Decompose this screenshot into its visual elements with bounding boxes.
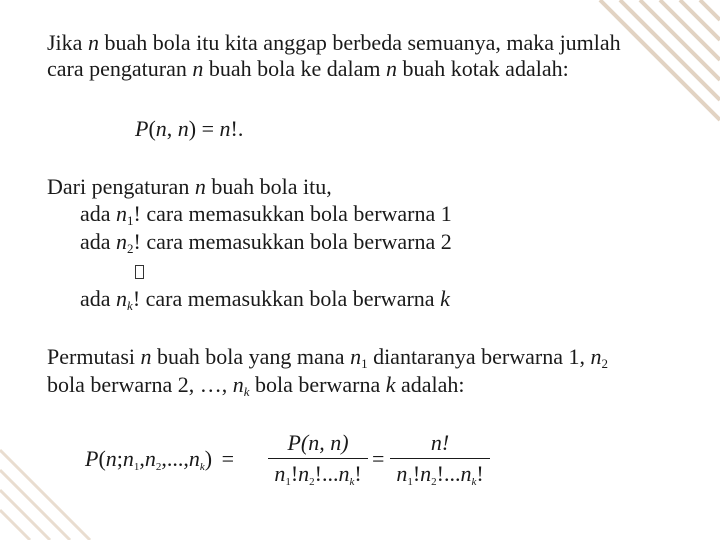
- list-item-color-1: ada $n_1$! cara memasukkan bola berwarna 1: [80, 201, 452, 228]
- paragraph-3-line-2: bola berwarna 2, …, $n_k$ bola berwarna k adalah:: [47, 372, 465, 399]
- list-item-color-k: ada $n_k$! cara memasukkan bola berwarna k: [80, 286, 450, 313]
- paragraph-1-line-2: cara pengaturan n buah bola ke dalam n buah kotak adalah:: [47, 56, 569, 81]
- paragraph-1-line-1: Jika n buah bola itu kita anggap berbeda semuanya, maka jumlah: [47, 30, 621, 55]
- fraction-2: [390, 430, 490, 487]
- fraction-2-denominator: $n_1!n_2!...n_k$!: [396, 461, 484, 488]
- formula-equals-sign: =: [372, 446, 385, 471]
- list-item-color-2: ada $n_2$! cara memasukkan bola berwarna 2: [80, 229, 452, 256]
- fraction-1-bar: [268, 458, 368, 459]
- paragraph-2-intro: Dari pengaturan n buah bola itu,: [47, 174, 332, 199]
- fraction-2-bar: [390, 458, 490, 459]
- formula-multinomial-lhs: $P(n;n_1,n_2,...,n_k)$ =: [85, 446, 235, 473]
- formula-permutation-n: P(n, n) = n!.: [135, 116, 244, 141]
- var-n: n: [87, 30, 99, 55]
- paragraph-3-line-1: Permutasi n buah bola yang mana $n_1$ diantaranya berwarna 1, $n_2$: [47, 344, 609, 371]
- missing-glyph-icon: [135, 265, 144, 279]
- fraction-2-numerator: n!: [430, 430, 450, 455]
- fraction-1-numerator: P(n, n): [287, 430, 349, 455]
- fraction-1: [268, 430, 368, 487]
- fraction-1-denominator: $n_1!n_2!...n_k$!: [274, 461, 362, 488]
- corner-decoration-top-right: [560, 0, 720, 130]
